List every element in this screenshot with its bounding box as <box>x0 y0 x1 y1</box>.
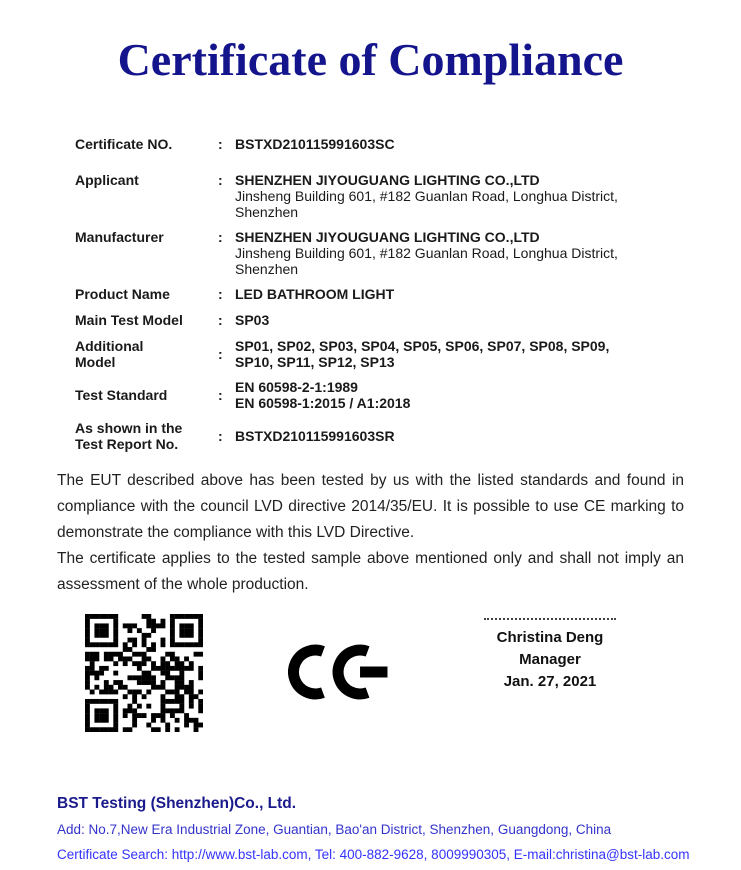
colon-separator: : <box>218 428 223 444</box>
field-value: BSTXD210115991603SR <box>235 428 395 444</box>
field-label: Main Test Model <box>75 312 183 328</box>
label-line2: Test Report No. <box>75 436 179 452</box>
field-label: Test Standard <box>75 387 168 403</box>
colon-separator: : <box>218 312 223 328</box>
applicant-company: SHENZHEN JIYOUGUANG LIGHTING CO.,LTD <box>235 172 540 188</box>
statement-paragraph-1: The EUT described above has been tested by us with the listed standards and found in compliance with the council LVD directive 2014/35/EU. It is possible to use CE marking to demonstrate the compliance with this LVD Directive. <box>57 472 684 541</box>
field-label <box>75 338 218 370</box>
row-product-name <box>75 286 721 302</box>
signatory-role: Manager <box>519 651 581 668</box>
signature-block <box>460 618 640 693</box>
field-value: LED BATHROOM LIGHT <box>235 286 395 302</box>
field-label: Applicant <box>75 172 139 188</box>
qr-code-icon <box>85 614 203 732</box>
standard-line2: EN 60598-1:2015 / A1:2018 <box>235 395 411 411</box>
row-main-test-model <box>75 312 721 328</box>
row-test-standard <box>75 379 721 411</box>
applicant-address-line2: Shenzhen <box>235 204 299 220</box>
row-test-report-no <box>75 420 721 452</box>
label-line1: As shown in the <box>75 420 183 436</box>
applicant-address-line1: Jinsheng Building 601, #182 Guanlan Road, Longhua District, <box>235 188 618 204</box>
row-applicant <box>75 172 721 220</box>
page-title: Certificate of Compliance <box>117 34 624 85</box>
field-label: Product Name <box>75 286 170 302</box>
compliance-statement <box>57 468 684 598</box>
field-value <box>235 338 721 370</box>
field-value <box>235 379 721 411</box>
field-label: Manufacturer <box>75 229 164 245</box>
signature-date: Jan. 27, 2021 <box>503 673 597 690</box>
marks-and-signature-band <box>0 598 741 773</box>
field-value: BSTXD210115991603SC <box>235 136 395 152</box>
label-line2: Model <box>75 354 116 370</box>
field-label: Certificate NO. <box>75 136 173 152</box>
footer <box>57 795 721 862</box>
manufacturer-company: SHENZHEN JIYOUGUANG LIGHTING CO.,LTD <box>235 229 540 245</box>
colon-separator: : <box>218 387 223 403</box>
colon-separator: : <box>218 172 223 188</box>
standard-line1: EN 60598-2-1:1989 <box>235 379 358 395</box>
field-value: SP03 <box>235 312 270 328</box>
row-manufacturer <box>75 229 721 277</box>
certificate-info-table <box>75 136 721 452</box>
field-value <box>235 229 721 277</box>
row-certificate-no <box>75 136 721 152</box>
signatory-name: Christina Deng <box>496 629 604 646</box>
colon-separator: : <box>218 346 223 362</box>
issuer-address: Add: No.7,New Era Industrial Zone, Guantian, Bao'an District, Shenzhen, Guangdong, China <box>57 822 612 837</box>
statement-paragraph-2: The certificate applies to the tested sample above mentioned only and shall not imply an assessment of the whole production. <box>57 550 684 593</box>
model-list-line2: SP10, SP11, SP12, SP13 <box>235 354 395 370</box>
row-additional-model <box>75 338 721 370</box>
field-label <box>75 420 218 452</box>
ce-mark-icon <box>288 631 406 713</box>
label-line1: Additional <box>75 338 144 354</box>
colon-separator: : <box>218 286 223 302</box>
model-list-line1: SP01, SP02, SP03, SP04, SP05, SP06, SP07, SP08, SP09, <box>235 338 610 354</box>
manufacturer-address-line1: Jinsheng Building 601, #182 Guanlan Road, Longhua District, <box>235 245 618 261</box>
issuer-company-name: BST Testing (Shenzhen)Co., Ltd. <box>57 795 297 812</box>
field-value <box>235 172 721 220</box>
colon-separator: : <box>218 136 223 152</box>
certificate-search-contact-line: Certificate Search: http://www.bst-lab.com, Tel: 400-882-9628, 8009990305, E-mail:christina@bst-lab.com <box>57 847 690 862</box>
signature-dotted-line <box>484 618 616 620</box>
manufacturer-address-line2: Shenzhen <box>235 261 299 277</box>
colon-separator: : <box>218 229 223 245</box>
